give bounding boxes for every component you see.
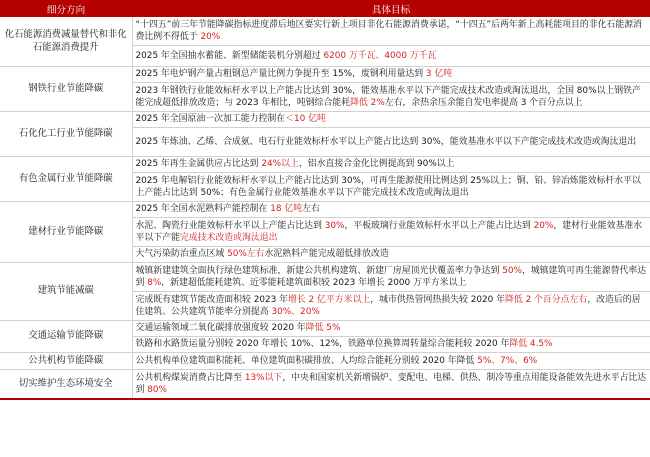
target-cell: 2025 年全国抽水蓄能、新型储能装机分别超过 6200 万千瓦、4000 万千瓦 bbox=[132, 46, 650, 67]
header-direction: 细分方向 bbox=[0, 0, 132, 17]
table-row bbox=[0, 321, 650, 337]
table-row bbox=[0, 263, 650, 292]
table-row bbox=[0, 67, 650, 83]
target-cell: 完成既有建筑节能改造面积较 2023 年增长 2 亿平方米以上，城市供热管网热损失较 2020 年降低 2 个百分点左右，改造后的居住建筑、公共建筑节能率分别提高 30%、20% bbox=[132, 292, 650, 321]
table-row bbox=[0, 17, 650, 46]
direction-cell: 石化化工行业节能降碳 bbox=[0, 112, 132, 157]
table-row bbox=[0, 112, 650, 128]
target-cell: 2025 年再生金属供应占比达到 24%以上，铝水直接合金化比例提高到 90%以上 bbox=[132, 157, 650, 173]
target-cell: 2025 年全国原油一次加工能力控制在＜10 亿吨 bbox=[132, 112, 650, 128]
direction-cell: 化石能源消费减量替代和非化石能源消费提升 bbox=[0, 17, 132, 67]
direction-cell: 建筑节能减碳 bbox=[0, 263, 132, 321]
target-cell: 2025 年电解铝行业能效标杆水平以上产能占比达到 30%，可再生能源使用比例达到 25%以上；铜、铅、锌冶炼能效标杆水平以上产能占比达到 50%；有色金属行业能效基准水平以下产能完成技术改造或淘汰退出 bbox=[132, 173, 650, 202]
table-row bbox=[0, 353, 650, 370]
target-cell: 公共机构煤炭消费占比降至 13%以下，中央和国家机关新增锅炉、变配电、电梯、供热、制冷等重点用能设备能效先进水平占比达到 80% bbox=[132, 370, 650, 400]
table-row bbox=[0, 202, 650, 218]
table-row bbox=[0, 370, 650, 400]
target-cell: 大气污染防治重点区域 50%左右水泥熟料产能完成超低排放改造 bbox=[132, 247, 650, 263]
direction-cell: 公共机构节能降碳 bbox=[0, 353, 132, 370]
table-row bbox=[0, 157, 650, 173]
target-cell: 2025 年全国水泥熟料产能控制在 18 亿吨左右 bbox=[132, 202, 650, 218]
target-cell: 铁路和水路货运量分别较 2020 年增长 10%、12%，铁路单位换算周转量综合能耗较 2020 年降低 4.5% bbox=[132, 337, 650, 353]
header-target: 具体目标 bbox=[132, 0, 650, 17]
direction-cell: 有色金属行业节能降碳 bbox=[0, 157, 132, 202]
target-cell: 公共机构单位建筑面积能耗、单位建筑面积碳排放、人均综合能耗分别较 2020 年降低 5%、7%、6% bbox=[132, 353, 650, 370]
target-cell: 城镇新建建筑全面执行绿色建筑标准，新建公共机构建筑、新建厂房屋顶光伏覆盖率力争达到 50%，城镇建筑可再生能源替代率达到 8%，新建超低能耗建筑、近零能耗建筑面积较 2023 年增长 2000 万平方米以上 bbox=[132, 263, 650, 292]
target-cell: 2025 年电炉钢产量占粗钢总产量比例力争提升至 15%，废钢利用量达到 3 亿吨 bbox=[132, 67, 650, 83]
header-row bbox=[0, 0, 650, 17]
direction-cell: 建材行业节能降碳 bbox=[0, 202, 132, 263]
target-cell: 水泥、陶瓷行业能效标杆水平以上产能占比达到 30%，平板玻璃行业能效标杆水平以上产能占比达到 20%，建材行业能效基准水平以下产能完成技术改造或淘汰退出 bbox=[132, 218, 650, 247]
target-cell: 2023 年钢铁行业能效标杆水平以上产能占比达到 30%，能效基准水平以下产能完成技术改造或淘汰退出，全国 80%以上钢铁产能完成超低排放改造；与 2023 年相比，吨钢综合能耗降低 2%左右，余热余压余能自发电率提高 3 个百分点以上 bbox=[132, 83, 650, 112]
target-cell: “十四五”前三年节能降碳指标进度滞后地区要实行新上项目非化石能源消费承诺，“十四五”后两年新上高耗能项目的非化石能源消费比例不得低于 20% bbox=[132, 17, 650, 46]
direction-cell: 交通运输节能降碳 bbox=[0, 321, 132, 353]
target-cell: 2025 年炼油、乙烯、合成氨、电石行业能效标杆水平以上产能占比达到 30%，能效基准水平以下产能完成技术改造或淘汰退出 bbox=[132, 128, 650, 157]
direction-cell: 钢铁行业节能降碳 bbox=[0, 67, 132, 112]
target-cell: 交通运输领域二氧化碳排放强度较 2020 年降低 5% bbox=[132, 321, 650, 337]
direction-cell: 切实维护生态环境安全 bbox=[0, 370, 132, 400]
